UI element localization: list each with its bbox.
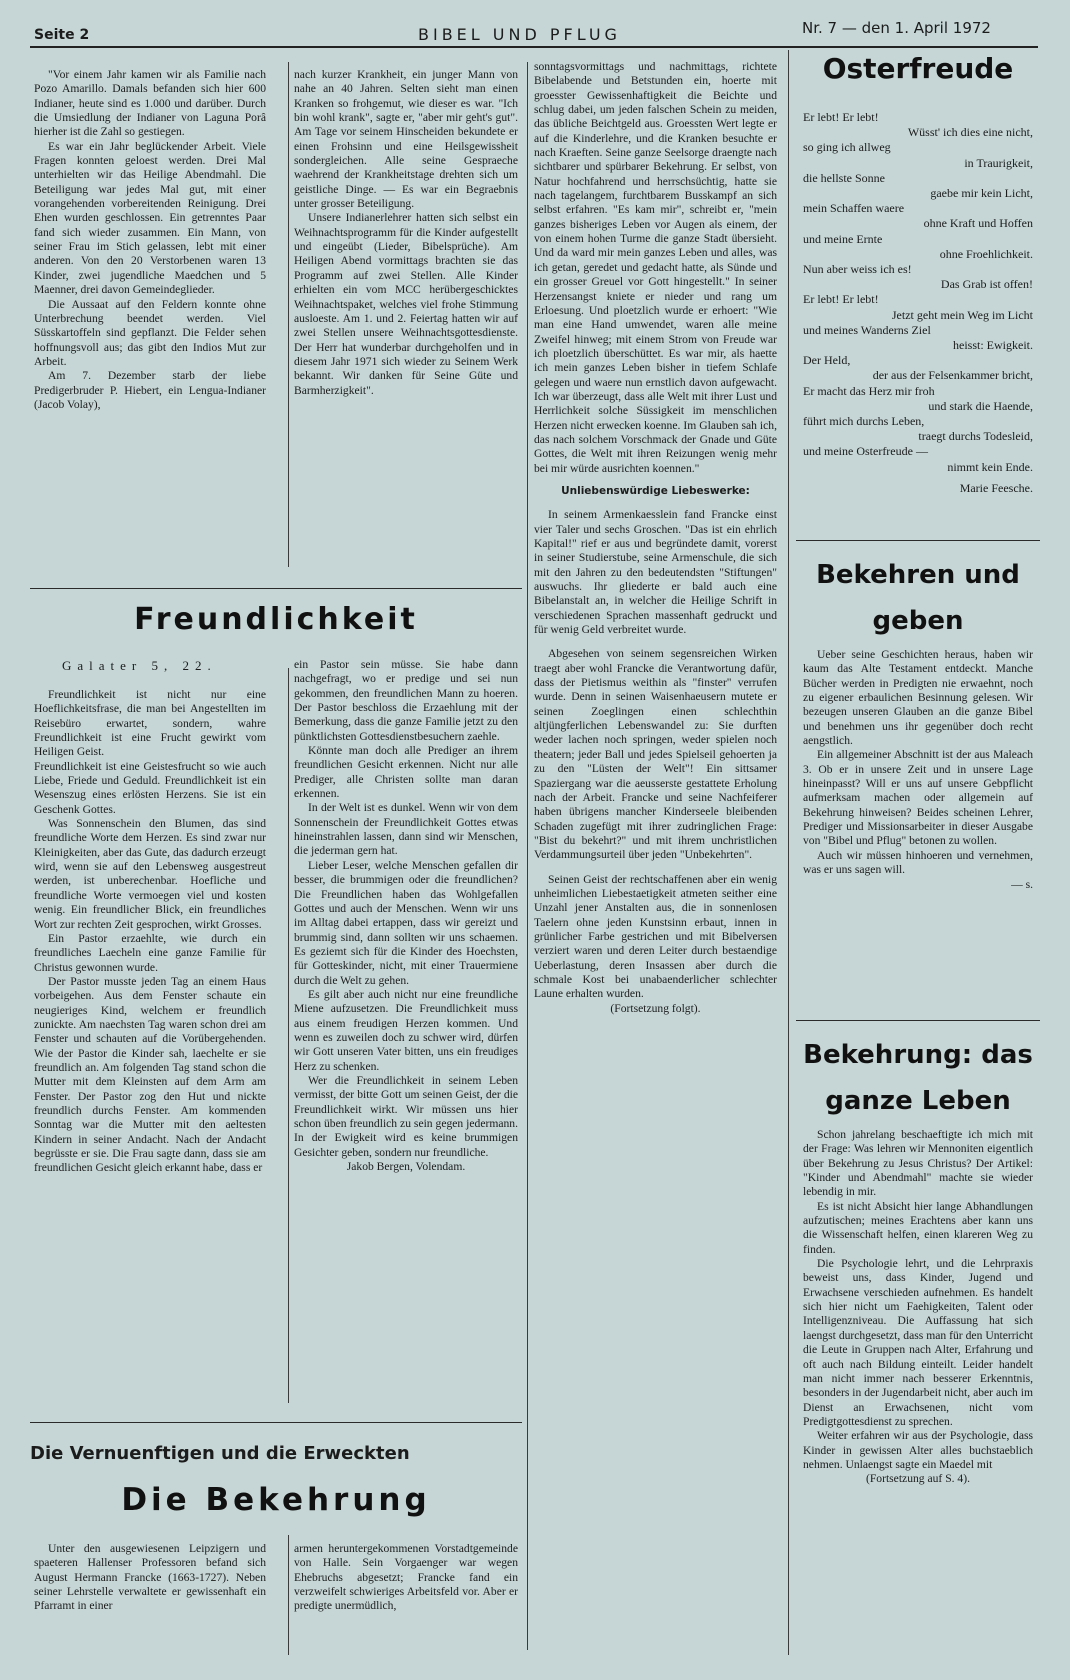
continuation-note: (Fortsetzung auf S. 4).: [865, 1472, 970, 1486]
headline-line: Bekehren und: [816, 560, 1020, 590]
poem-line: Er macht das Herz mir froh: [803, 383, 935, 398]
page-number: Seite 2: [34, 27, 90, 43]
header-rule: [30, 46, 1038, 48]
paragraph: Ein Pastor erzaehlte, wie durch ein freundliches Laecheln eine ganze Familie für Christus gewonnen wurde.: [34, 931, 266, 974]
bekehren-geben-body: [803, 648, 1033, 1010]
headline-line: ganze Leben: [825, 1086, 1011, 1116]
section-rule: [796, 540, 1040, 541]
paragraph: Unter den ausgewiesenen Leipzigern und spaeteren Hallenser Professoren befand sich August Hermann Francke (1663-1727). Neben seiner Lehrstelle verwaltete er gewissenhaft ein Pfarramt in einer: [34, 1542, 266, 1613]
osterfreude-headline: Osterfreude: [822, 52, 1014, 85]
poem-line: Das Grab ist offen!: [940, 277, 1033, 292]
section-rule: [30, 588, 522, 589]
section-rule: [796, 1020, 1040, 1021]
column-divider: [527, 62, 528, 1650]
poem-line: führt mich durchs Leben,: [803, 414, 925, 429]
signature: — s.: [1011, 877, 1033, 891]
poem-line: und stark die Haende,: [928, 398, 1033, 413]
paragraph: Ein allgemeiner Abschnitt ist der aus Maleach 3. Ob er in unsere Zeit und in unsere Lage hineinpasst? Will er uns auf unsere Gebpflicht aufmerksam machen oder allgemein auf Bekehrung hinweisen? Beides scheinen Lehrer, Prediger und Missionsarbeiter in dieser Ausgabe von "Bibel und Pflug" betonen zu wollen.: [803, 748, 1033, 848]
paragraph: Es ist nicht Absicht hier lange Abhandlungen aufzutischen; meines Erachtens aber kann uns die Wissenschaft helfen, einen klareren Weg zu finden.: [803, 1199, 1033, 1256]
bekehrung-col2: [294, 1542, 518, 1632]
poem-line: Jetzt geht mein Weg im Licht: [891, 307, 1033, 322]
poem-line: ohne Kraft und Hoffen: [923, 216, 1033, 231]
paragraph: Die Aussaat auf den Feldern konnte ohne Unterbrechung beendet werden. Viel Süsskartoffeln sind gepflanzt. Die Felder sehen hoffnungsvoll aus; das gibt den Indios Mut zur Arbeit.: [34, 297, 266, 368]
paragraph: Es gilt aber auch nicht nur eine freundliche Miene aufzusetzen. Die Freundlichkeit muss aus einem freudigen Herzen kommen. Und wenn es zuweilen doch zu schwer wird, dürfen wir Gott unseren Vater bitten, uns ein freudiges Herz zu schenken.: [294, 987, 518, 1073]
top-article-col1: [34, 68, 266, 582]
paragraph: ein Pastor sein müsse. Sie habe dann nachgefragt, wo er predige und sei nun gekommen, den freundlichen Mann zu hoeren. Der Pastor beschloss die Erzaehlung mit der Bemerkung, dass die ganze Familie jetzt zu den pünktlichsten Gottesdienstbesuchern zaehle.: [294, 658, 518, 743]
paragraph: sonntagsvormittags und nachmittags, richtete Bibelabende und Betstunden ein, hoerte mit groesster Gewissenhaftigkeit die Beichte und schlug dabei, um jeden falschen Schein zu meiden, das übliche Beichtgeld aus. Groessten Wert legte er auf die Kinderlehre, und die Kranken besuchte er nach Kraeften. Seine ganze Seelsorge draengte nach sichtbarer und spürbarer Bekehrung. Er selbst, von Natur hochfahrend und herrschsüchtig, hatte sie nach tagelangem, furchtbarem Busskampf an sich selbst erfahren. "Es kam mir", schreibt er, "mein ganzes bisheriges Leben vor Augen als einem, der von einem hohen Turme die ganze Stadt übersieht. Und da ward mir mein ganzes Leben und alles, was ich getan, geredet und gedacht hatte, als Sünde und ein grosser Greuel vor Gott hingestellt." In seiner Herzensangst kniete er nieder und rang um Erloesung. Und ploetzlich wurde er erhoert: "Wie man eine Hand umwendet, waren alle meine Zweifel hinweg; mit einem Strom von Freude war ich ploetzlich überschüttet. Es war mir, als haette ich mein ganzes Leben bisher in tiefem Schlafe gelegen und waere nun ernstlich davon aufgewacht. Ich war überzeugt, dass alle Welt mit ihrer Lust und Herrlichkeit solche Süssigkeit im menschlichen Herzen nicht erwecken koenne. Im Glauben sah ich, das nach solchem Vorschmack der Gnade und Güte Gottes, die Welt mit ihren Reizungen wenig mehr bei mir würde ausrichten koennen.": [534, 60, 777, 475]
bekehrung-leben-body: [803, 1128, 1033, 1668]
bekehrung-headline: Die Bekehrung: [121, 1482, 431, 1518]
column-divider: [288, 1535, 289, 1655]
paragraph: Freundlichkeit ist nicht nur eine Hoeflichkeitsfrase, die man bei Angestellten im Reisebüro erwartet, sondern, wahre Freundlichkeit ist eine Frucht gewirkt vom Heiligen Geist.: [34, 688, 266, 759]
poem-line: Er lebt! Er lebt!: [803, 110, 879, 124]
poem-line: Der Held,: [803, 353, 851, 368]
poem-line: und meine Ernte: [803, 231, 883, 246]
freundlichkeit-col2: [294, 658, 518, 1413]
paragraph: Seinen Geist der rechtschaffenen aber ein wenig unheimlichen Liebestaetigkeit atmeten seither eine Unzahl jener Anstalten aus, die in sonnenlosen Taelern ohne jeden Kunstsinn erbaut, innen in grünlicher Farbe gestrichen und mit Bibelversen verziert waren und deren Leiter durch bestaendige Ueberlastung, deren Insassen aber durch die schmale Kost bei unabaenderlicher schlechter Laune erhalten wurden.: [534, 872, 777, 1001]
osterfreude-poem: [803, 110, 1033, 522]
author: Jakob Bergen, Volendam.: [346, 1160, 466, 1174]
poem-line: der aus der Felsenkammer bricht,: [872, 368, 1033, 383]
continuation-note: (Fortsetzung folgt).: [610, 1001, 701, 1015]
paragraph: Lieber Leser, welche Menschen gefallen dir besser, die brummigen oder die freundlichen? Die Freundlichen haben das Wohlgefallen Gottes und auch der Menschen. Wenn wir uns im Alltag dabei ertappen, dass wir gereizt und brummig sind, dann sollten wir uns schaemen. Es geziemt sich für die Kinder des Hoechsten, für Gotteskinder, nicht, mit einer Trauermiene durch die Welt zu gehen.: [294, 858, 518, 987]
paragraph: Freundlichkeit ist eine Geistesfrucht so wie auch Liebe, Friede und Geduld. Freundlichkeit ist ein Wesenszug eines erlösten Herzens. Sie ist ein Geschenk Gottes.: [34, 759, 266, 816]
masthead-title: BIBEL UND PFLUG: [418, 25, 621, 44]
poem-line: und meine Osterfreude —: [803, 444, 928, 459]
top-article-col2: [294, 68, 518, 568]
bekehrung-col3: [534, 60, 777, 1660]
paragraph: Weiter erfahren wir aus der Psychologie, dass Kinder in gewissen Alter alles buchstaeblich nehmen. Unlaengst sagte ein Maedel mit: [803, 1429, 1033, 1471]
poem-author: Marie Feesche.: [959, 480, 1033, 495]
freundlichkeit-verse: Galater 5, 22.: [62, 658, 217, 673]
paragraph: In seinem Armenkaesslein fand Francke einst vier Taler und sechs Groschen. "Das ist ein ehrlich Kapital!" rief er aus und begründete damit, vorerst in seiner Studierstube, seine Armenschule, die sich mit den Jahren zu den bedeutendsten "Stiftungen" auswuchs. Ihr gliederte er bald auch eine Bibelanstalt an, in welcher die Heilige Schrift in verschiedenen Sprachen massenhaft gedruckt und für wenig Geld verbreitet wurde.: [534, 508, 777, 637]
bekehren-geben-headline: [796, 552, 1040, 644]
paragraph: Am 7. Dezember starb der liebe Predigerbruder P. Hiebert, ein Lengua-Indianer (Jacob Volay),: [34, 369, 266, 411]
poem-line: heisst: Ewigkeit.: [953, 338, 1033, 353]
paragraph: Auch wir müssen hinhoeren und vernehmen, was er uns sagen will.: [803, 848, 1033, 877]
issue-date: Nr. 7 — den 1. April 1972: [802, 19, 991, 37]
section-rule: [30, 1422, 522, 1423]
poem-line: Er lebt! Er lebt!: [803, 292, 879, 307]
poem-line: Wüsst' ich dies eine nicht,: [907, 125, 1033, 140]
poem-line: und meines Wanderns Ziel: [803, 322, 931, 337]
paragraph: Abgesehen von seinem segensreichen Wirken traegt aber wohl Francke die Verantwortung dafür, dass der Pietismus weithin als "finster" verrufen wurde. Denn in seinen Waisenhaeusern mutete er seinen Zoeglingen einen schlechthin altjüngferlichen Lebenswandel zu: Sie durften weder lachen noch springen, weder spielen noch theatern; jeder Ball und jedes Spielseil gehoerten ja zu den "Lüsten der Welt"! Ein sittsamer Spaziergang war die aeusserste gestattete Erholung nach der Arbeit. Francke und seine Nachfeiferer haben übrigens mancher Kinderseele bleibenden Schaden zugefügt mit ihrer zudringlichen Frage: "Bist du bekehrt?" und mit ihrem unchristlichen Verdammungsurteil über jeden "Unbekehrten".: [534, 647, 777, 862]
column-divider: [288, 668, 289, 1403]
poem-line: traegt durchs Todesleid,: [918, 429, 1033, 444]
bekehrung-col1: [34, 1542, 266, 1632]
paragraph: Schon jahrelang beschaeftigte ich mich mit der Frage: Was lehren wir Mennoniten eigentlich über Bekehrung zu Jesus Christus? Der Artikel: "Kinder und Abendmahl" machte sie wieder lebendig in mir.: [803, 1128, 1033, 1199]
paragraph: Es war ein Jahr beglückender Arbeit. Viele Fragen konnten geloest werden. Drei Mal unterhielten wir das Heilige Abendmahl. Die Beteiligung war jedes Mal gut, mit einer vorangehenden vorbereitenden Reinigung. Drei Ehen wurden geschlossen. Ein getrenntes Paar fand sich wieder zusammen. Ein Mann, von seiner Frau im Stich gelassen, lebt mit einer anderen. Von den 20 Verstorbenen waren 13 Kinder, zwei jugendliche Maedchen und 5 Maenner, drei davon Gemeindeglieder.: [34, 139, 266, 297]
headline-line: geben: [872, 606, 964, 636]
poem-line: gaebe mir kein Licht,: [930, 186, 1033, 201]
paragraph: armen heruntergekommenen Vorstadtgemeinde von Halle. Sein Vorgaenger war wegen Ehebruchs abgesetzt; Francke fand ein verzweifelt schwieriges Arbeitsfeld vor. Aber er predigte unermüdlich,: [294, 1542, 518, 1613]
paragraph: Unsere Indianerlehrer hatten sich selbst ein Weihnachtsprogramm für die Kinder aufgestellt und eingeübt (Lieder, Bibelsprüche). Am Heiligen Abend vormittags brachten sie das Programm auf zwei Stellen. Alle Kinder erhielten ein vom MCC herübergeschicktes Weihnachtspaket, welches viel frohe Stimmung ausloeste. Am 1. und 2. Feiertag hatten wir auf zwei Stellen unsere Weihnachtsgottesdienste. Der Herr hat wunderbar durchgeholfen und in diesem Jahr 1971 sich wieder zu Seinem Werk bekannt. Wir danken für Seine Güte und Barmherzigkeit".: [294, 211, 518, 397]
poem-line: ohne Froehlichkeit.: [939, 246, 1033, 261]
paragraph: "Vor einem Jahr kamen wir als Familie nach Pozo Amarillo. Damals befanden sich hier 600 Indianer, heute sind es 1.000 und darüber. Durch die Umsiedlung der Indianer von Laguna Porâ hierher ist die Zahl so gestiegen.: [34, 68, 266, 139]
headline-line: Bekehrung: das: [803, 1040, 1033, 1070]
freundlichkeit-headline: Freundlichkeit: [134, 602, 418, 637]
poem-line: so ging ich allweg: [803, 140, 891, 155]
bekehrung-kicker: Die Vernuenftigen und die Erweckten: [30, 1443, 410, 1464]
poem-line: Nun aber weiss ich es!: [803, 262, 912, 277]
column-divider: [288, 62, 289, 567]
paragraph: Der Pastor musste jeden Tag an einem Haus vorbeigehen. Aus dem Fenster schaute ein neugieriges Kind, welchem er freundlich zunickte. Am naechsten Tag waren schon drei am Fenster und schauten auf die Vorübergehenden. Wie der Pastor die Kinder sah, laechelte er sie freundlich an. Am folgenden Tag stand schon die Mutter mit dem Kleinsten auf dem Arm am Fenster. Der Pastor zog den Hut und nickte freundlich durchs Fenster. Am kommenden Sonntag war die Mutter mit den aeltesten Kindern in seiner Andacht. Nach der Andacht begrüsste er sie. Die Frau sagte dann, dass sie am freundlichen Gesicht gleich erkannt habe, dass er: [34, 974, 266, 1175]
poem-line: mein Schaffen waere: [803, 201, 905, 216]
poem-line: die hellste Sonne: [803, 170, 885, 185]
bekehrung-leben-headline: [796, 1032, 1040, 1124]
paragraph: Könnte man doch alle Prediger an ihrem freundlichen Gesicht erkennen. Nicht nur alle Prediger, alle Christen sollte man daran erkennen.: [294, 744, 518, 801]
poem-line: nimmt kein Ende.: [947, 459, 1033, 474]
paragraph: In der Welt ist es dunkel. Wenn wir von dem Sonnenschein der Freundlichkeit Gottes etwas hineinstrahlen lassen, dann sind wir Menschen, die jederman gern hat.: [294, 801, 518, 858]
paragraph: Die Psychologie lehrt, und die Lehrpraxis beweist uns, dass Kinder, Jugend und Erwachsene verschieden aufnehmen. Es handelt sich hier nicht um Faehigkeiten, Talent oder Intelligenzniveau. Die Auffassung hat sich laengst durchgesetzt, dass man für den Unterricht die Leute in Gruppen nach Alter, Erfahrung und oft auch nach Bildung einteilt. Leider handelt man nicht immer nach besserer Erkenntnis, besonders in der Jugendarbeit nicht, aber auch im Dienst an Erwachsenen, nicht vom Predigtgottesdienst zu sprechen.: [803, 1257, 1033, 1428]
paragraph: Wer die Freundlichkeit in seinem Leben vermisst, der bitte Gott um seinen Geist, der die Freundlichkeit wirkt. Wir müssen uns hier schon üben freundlich zu sein gegen jedermann. In der Ewigkeit wird es keine brummigen Gesichter geben, sondern nur freundliche.: [294, 1073, 518, 1159]
freundlichkeit-col1: [34, 688, 266, 1408]
subheading: Unliebenswürdige Liebeswerke:: [561, 484, 750, 497]
column-divider: [788, 50, 789, 1655]
paragraph: nach kurzer Krankheit, ein junger Mann von nahe an 40 Jahren. Selten sieht man einen Kranken so frohgemut, wie dieser es war. "Ich bin wohl krank", sagte er, "aber mir geht's gut". Am Tage vor seinem Hinscheiden bekundete er einen Frohsinn und eine Heilsgewissheit sondergleichen. Alle seine Gespraeche waehrend der Krankheitstage drehten sich um geistliche Dinge. — Es war ein Begraebnis unter grosser Beteiligung.: [294, 68, 518, 211]
poem-line: in Traurigkeit,: [964, 155, 1033, 170]
paragraph: Was Sonnenschein den Blumen, das sind freundliche Worte dem Herzen. Es sind zwar nur Kleinigkeiten, aber das Gute, das dadurch erzeugt wird, wenn sie auf den Lebensweg ausgestreut werden, ist unberechenbar. Hoefliche und freundliche Worte vermoegen viel und kosten wenig. Ein freundlicher Blick, ein freundliches Wort zur rechten Zeit gesprochen, wirkt Grosses.: [34, 817, 266, 931]
paragraph: Ueber seine Geschichten heraus, haben wir kaum das Alte Testament entdeckt. Manche Bücher werden in Predigten nie erwaehnt, noch zu eigener erbaulichen Besinnung gelesen. Wir bezeugen unseren Glauben an die ganze Bibel und benehmen uns ihr gegenüber doch recht aengstlich.: [803, 648, 1033, 748]
